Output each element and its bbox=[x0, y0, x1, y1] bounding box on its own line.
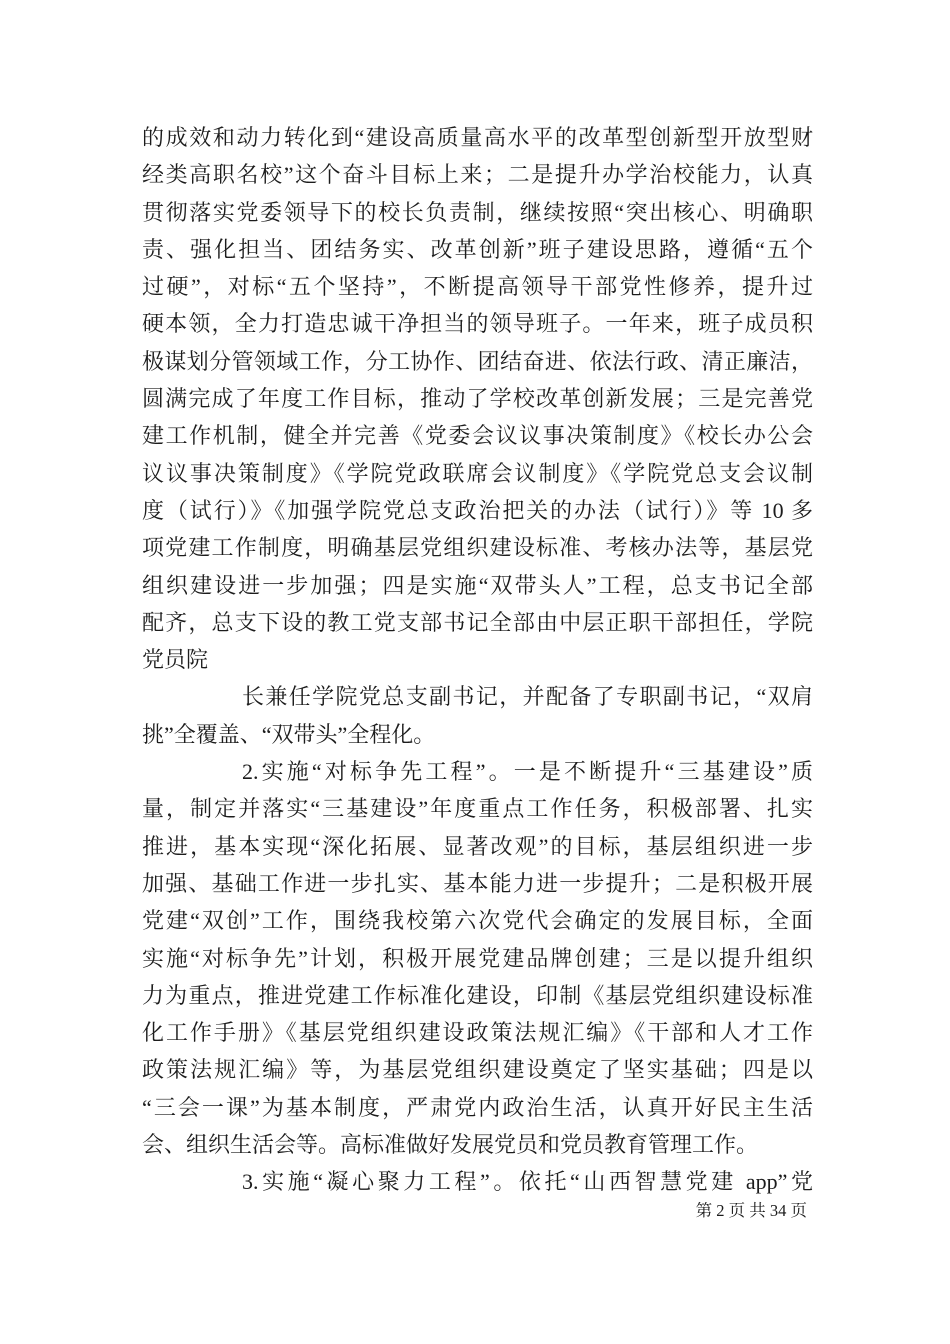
text-line: 化工作手册》《基层党组织建设政策法规汇编》《干部和人才工作 bbox=[142, 1020, 813, 1046]
text-line: 加强、基础工作进一步扎实、基本能力进一步提升；二是积极开展 bbox=[142, 870, 813, 896]
text-line: 党员院 bbox=[142, 647, 209, 673]
text-line: 度（试行）》《加强学院党总支政治把关的办法（试行）》等 10 多 bbox=[142, 497, 813, 523]
text-line: 政策法规汇编》等，为基层党组织建设奠定了坚实基础；四是以 bbox=[142, 1057, 813, 1083]
text-line: 实施“对标争先”计划，积极开展党建品牌创建；三是以提升组织 bbox=[142, 945, 813, 971]
text-line: 圆满完成了年度工作目标，推动了学校改革创新发展；三是完善党 bbox=[142, 386, 813, 412]
text-line paragraph-start: 2.实施“对标争先工程”。一是不断提升“三基建设”质 bbox=[242, 759, 813, 785]
text-line: 的成效和动力转化到“建设高质量高水平的改革型创新型开放型财 bbox=[142, 125, 813, 150]
document-body bbox=[142, 119, 813, 1201]
text-line: 组织建设进一步加强；四是实施“双带头人”工程，总支书记全部 bbox=[142, 572, 813, 598]
text-line: 硬本领，全力打造忠诚干净担当的领导班子。一年来，班子成员积 bbox=[142, 311, 813, 337]
text-line: 责、强化担当、团结务实、改革创新”班子建设思路，遵循“五个 bbox=[142, 236, 813, 262]
text-line: 贯彻落实党委领导下的校长负责制，继续按照“突出核心、明确职 bbox=[142, 199, 813, 225]
text-line: 经类高职名校”这个奋斗目标上来；二是提升办学治校能力，认真 bbox=[142, 162, 813, 188]
text-line: 推进，基本实现“深化拓展、显著改观”的目标，基层组织进一步 bbox=[142, 833, 813, 859]
text-line: 议议事决策制度》《学院党政联席会议制度》《学院党总支会议制 bbox=[142, 460, 813, 486]
text-line: 挑”全覆盖、“双带头”全程化。 bbox=[142, 721, 436, 747]
text-line: 配齐，总支下设的教工党支部书记全部由中层正职干部担任，学院 bbox=[142, 609, 813, 635]
page-footer bbox=[142, 1200, 813, 1222]
text-line: 建工作机制，健全并完善《党委会议议事决策制度》《校长办公会 bbox=[142, 423, 813, 449]
text-line: 极谋划分管领域工作，分工协作、团结奋进、依法行政、清正廉洁， bbox=[142, 348, 813, 374]
page-number-label: 第 2 页 共 34 页 bbox=[695, 1201, 807, 1220]
text-line: “三会一课”为基本制度，严肃党内政治生活，认真开好民主生活 bbox=[142, 1094, 813, 1120]
text-line paragraph-start: 3.实施“凝心聚力工程”。依托“山西智慧党建 app”党 bbox=[242, 1169, 813, 1195]
text-line: 党建“双创”工作，围绕我校第六次党代会确定的发展目标，全面 bbox=[142, 908, 813, 934]
text-line: 项党建工作制度，明确基层党组织建设标准、考核办法等，基层党 bbox=[142, 535, 813, 561]
text-line: 过硬”，对标“五个坚持”，不断提高领导干部党性修养，提升过 bbox=[142, 274, 813, 300]
text-line: 会、组织生活会等。高标准做好发展党员和党员教育管理工作。 bbox=[142, 1132, 759, 1158]
text-line: 量，制定并落实“三基建设”年度重点工作任务，积极部署、扎实 bbox=[142, 796, 813, 822]
text-line: 力为重点，推进党建工作标准化建设，印制《基层党组织建设标准 bbox=[142, 982, 813, 1008]
text-line paragraph-start: 长兼任学院党总支副书记，并配备了专职副书记，“双肩 bbox=[242, 684, 813, 710]
